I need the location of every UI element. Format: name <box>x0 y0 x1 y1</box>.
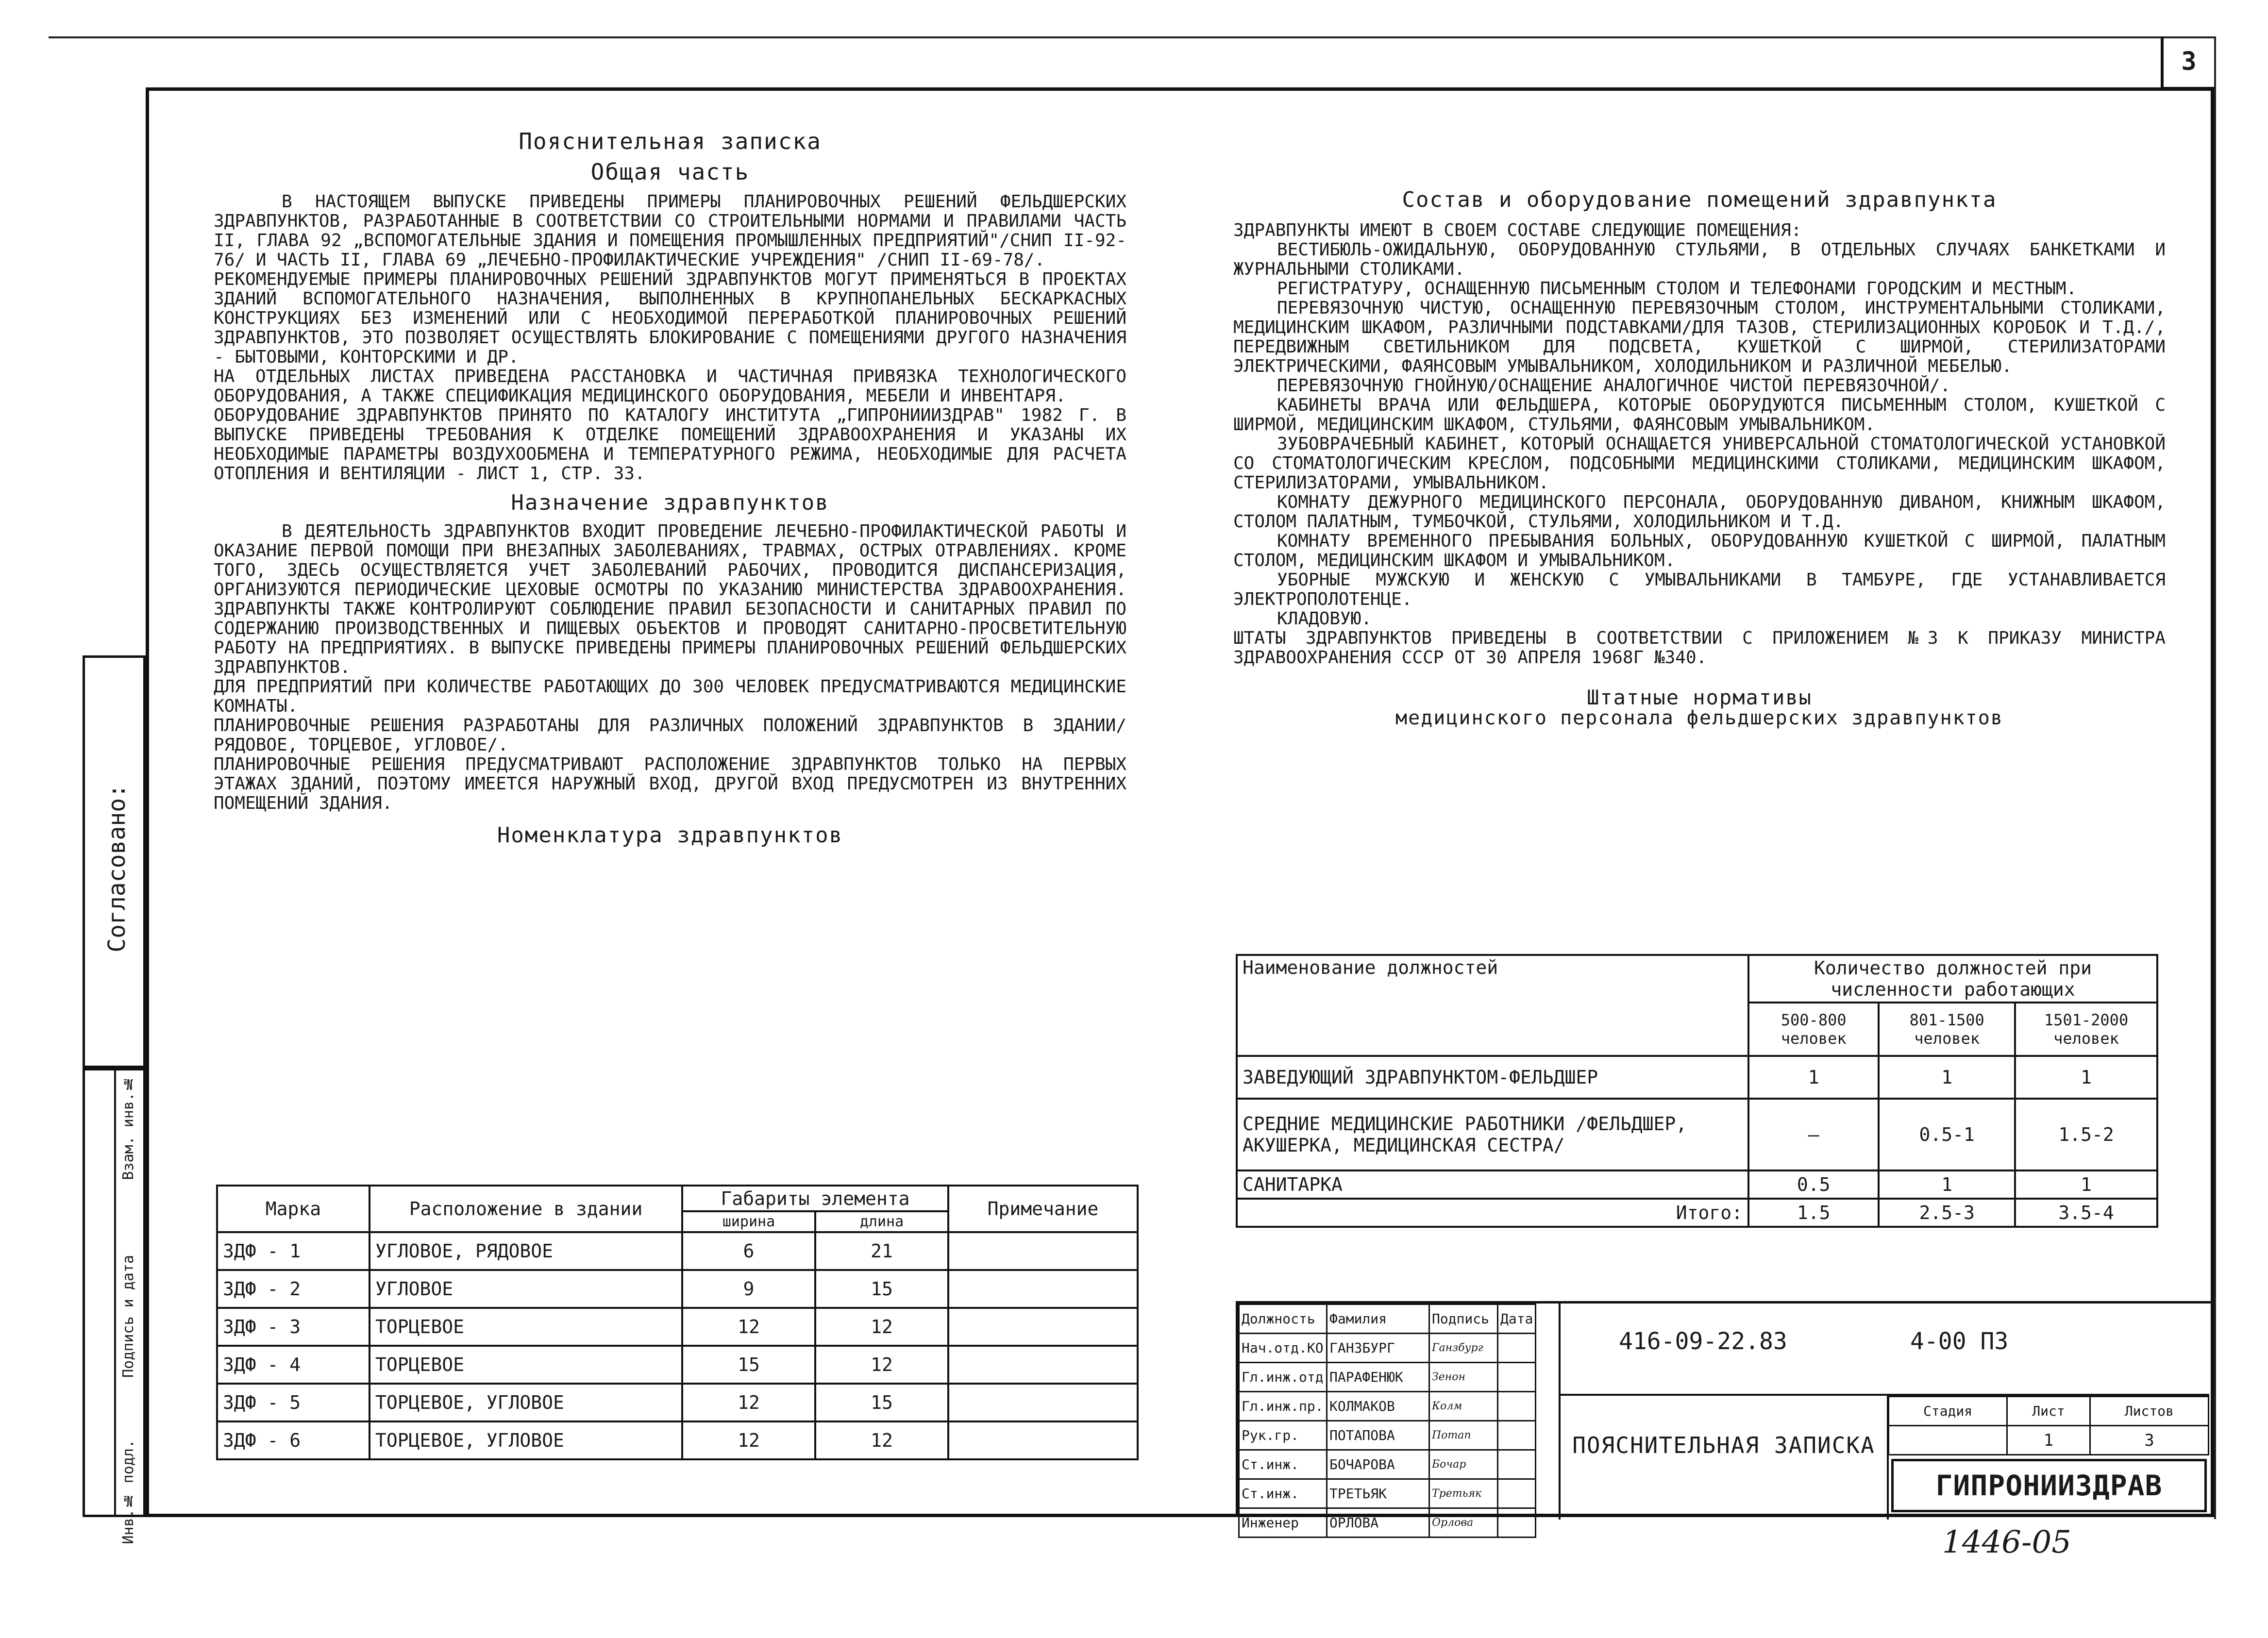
stamp-document-title: ПОЯСНИТЕЛЬНАЯ ЗАПИСКА <box>1572 1432 1875 1458</box>
cell-c3: 1 <box>2015 1170 2157 1199</box>
table-row <box>217 1346 1138 1384</box>
cell-mark: ЗДФ - 1 <box>217 1232 370 1270</box>
table-row <box>1239 1334 1536 1363</box>
header-location: Расположение в здании <box>370 1186 682 1232</box>
header-length: длина <box>815 1211 948 1232</box>
stamp-header-role: Должность <box>1239 1304 1327 1334</box>
cell-note <box>948 1346 1138 1384</box>
stamp-title-box <box>1559 1396 1889 1520</box>
document-title: Пояснительная записка <box>519 128 822 154</box>
cell-length: 12 <box>815 1346 948 1384</box>
stamp-header-name: Фамилия <box>1327 1304 1429 1334</box>
sheets-value: 3 <box>2090 1426 2208 1455</box>
stamp-date <box>1498 1421 1536 1450</box>
sign-date-label: Подпись и дата <box>120 1255 137 1378</box>
paragraph-equipment: НА ОТДЕЛЬНЫХ ЛИСТАХ ПРИВЕДЕНА РАССТАНОВКА И ЧАСТИЧНАЯ ПРИВЯЗКА ТЕХНОЛОГИЧЕСКОГО ОБОРУДОВАНИЯ, А ТАКЖЕ СПЕЦИФИКАЦИЯ МЕДИЦИНСКОГО ОБОРУДОВАНИЯ, МЕБЕЛИ И ИНВЕНТАРЯ. <box>214 367 1126 406</box>
room-item: ВЕСТИБЮЛЬ-ОЖИДАЛЬНУЮ, ОБОРУДОВАННУЮ СТУЛЬЯМИ, В ОТДЕЛЬНЫХ СЛУЧАЯХ БАНКЕТКАМИ И ЖУРНАЛЬНЫМИ СТОЛИКАМИ. <box>1233 240 2166 279</box>
stamp-name: ПАРАФЕНЮК <box>1327 1363 1429 1392</box>
cell-note <box>948 1270 1138 1308</box>
stamp-signature: Ганзбург <box>1429 1334 1498 1363</box>
cell-location: УГЛОВОЕ, РЯДОВОЕ <box>370 1232 682 1270</box>
paragraph-floors: ПЛАНИРОВОЧНЫЕ РЕШЕНИЯ ПРЕДУСМАТРИВАЮТ РАСПОЛОЖЕНИЕ ЗДРАВПУНКТОВ ТОЛЬКО НА ПЕРВЫХ ЭТАЖАХ ЗДАНИЙ, ПОЭТОМУ ИМЕЕТСЯ НАРУЖНЫЙ ВХОД, ДРУГОЙ ВХОД ПРЕДУСМОТРЕН ИЗ ВНУТРЕННИХ ПОМЕЩЕНИЙ ЗДАНИЯ. <box>214 754 1126 813</box>
signature-table <box>1238 1304 1536 1538</box>
header-dimensions: Габариты элемента <box>682 1186 948 1211</box>
room-item: УБОРНЫЕ МУЖСКУЮ И ЖЕНСКУЮ С УМЫВАЛЬНИКАМИ В ТАМБУРЕ, ГДЕ УСТАНАВЛИВАЕТСЯ ЭЛЕКТРОПОЛОТЕНЦЕ. <box>1233 570 2166 609</box>
stamp-signature: Орлова <box>1429 1508 1498 1538</box>
cell-location: УГЛОВОЕ <box>370 1270 682 1308</box>
cell-total-c2: 2.5-3 <box>1879 1199 2015 1227</box>
stamp-signature: Третьяк <box>1429 1479 1498 1508</box>
cell-mark: ЗДФ - 5 <box>217 1384 370 1421</box>
room-item: ЗУБОВРАЧЕБНЫЙ КАБИНЕТ, КОТОРЫЙ ОСНАЩАЕТСЯ УНИВЕРСАЛЬНОЙ СТОМАТОЛОГИЧЕСКОЙ УСТАНОВКОЙ СО СТОМАТОЛОГИЧЕСКИМ КРЕСЛОМ, ПОДСОБНЫМИ МЕДИЦИНСКИМИ СТОЛИКАМИ, МЕДИЦИНСКИМ ШКАФОМ, СТЕРИЛИЗАТОРАМИ, УМЫВАЛЬНИКОМ. <box>1233 434 2166 493</box>
header-width: ширина <box>682 1211 815 1232</box>
table-row <box>1239 1363 1536 1392</box>
stamp-date <box>1498 1508 1536 1538</box>
agreed-label: Согласовано: <box>103 784 131 953</box>
title-block <box>1236 1301 2211 1531</box>
staff-note: ШТАТЫ ЗДРАВПУНКТОВ ПРИВЕДЕНЫ В СООТВЕТСТВИИ С ПРИЛОЖЕНИЕМ №3 К ПРИКАЗУ МИНИСТРА ЗДРАВООХРАНЕНИЯ СССР ОТ 30 АПРЕЛЯ 1968Г №340. <box>1233 628 2166 668</box>
sheet-header: Лист <box>2007 1397 2090 1426</box>
sheet-code: 4-00 ПЗ <box>1910 1328 2009 1355</box>
cell-c2: 1 <box>1879 1170 2015 1199</box>
header-801-1500: 801-1500 человек <box>1879 1003 2015 1056</box>
header-count: Количество должностей при численности работающих <box>1748 955 2157 1003</box>
rooms-intro: ЗДРАВПУНКТЫ ИМЕЮТ В СВОЕМ СОСТАВЕ СЛЕДУЮЩИЕ ПОМЕЩЕНИЯ: <box>1233 220 1802 240</box>
agreed-box <box>83 655 146 1068</box>
cell-width: 12 <box>682 1421 815 1459</box>
cell-c2: 1 <box>1879 1056 2015 1099</box>
cell-length: 15 <box>815 1270 948 1308</box>
rooms-title: Состав и оборудование помещений здравпункта <box>1402 187 1997 212</box>
table-row <box>1239 1392 1536 1421</box>
room-item: КОМНАТУ ДЕЖУРНОГО МЕДИЦИНСКОГО ПЕРСОНАЛА, ОБОРУДОВАННУЮ ДИВАНОМ, КНИЖНЫМ ШКАФОМ, СТОЛОМ ПАЛАТНЫМ, ТУМБОЧКОЙ, СТУЛЬЯМИ, ХОЛОДИЛЬНИКОМ И Т.Д. <box>1233 492 2166 532</box>
cell-total-c3: 3.5-4 <box>2015 1199 2157 1227</box>
cell-mark: ЗДФ - 6 <box>217 1421 370 1459</box>
stamp-role: Гл.инж.отд <box>1239 1363 1327 1392</box>
table-row <box>217 1421 1138 1459</box>
stamp-header-date: Дата <box>1498 1304 1536 1334</box>
cell-width: 12 <box>682 1308 815 1346</box>
cell-c1: — <box>1748 1099 1879 1170</box>
cell-location: ТОРЦЕВОЕ, УГЛОВОЕ <box>370 1384 682 1421</box>
paragraph-medical-rooms: ДЛЯ ПРЕДПРИЯТИЙ ПРИ КОЛИЧЕСТВЕ РАБОТАЮЩИХ ДО 300 ЧЕЛОВЕК ПРЕДУСМАТРИВАЮТСЯ МЕДИЦИНСКИЕ КОМНАТЫ. <box>214 677 1126 716</box>
cell-note <box>948 1308 1138 1346</box>
room-item: КАБИНЕТЫ ВРАЧА ИЛИ ФЕЛЬДШЕРА, КОТОРЫЕ ОБОРУДУЮТСЯ ПИСЬМЕННЫМ СТОЛОМ, КУШЕТКОЙ С ШИРМОЙ, МЕДИЦИНСКИМ ШКАФОМ, СТУЛЬЯМИ, ФАЯНСОВЫМ УМЫВАЛЬНИКОМ. <box>1233 395 2166 435</box>
stamp-name: ТРЕТЬЯК <box>1327 1479 1429 1508</box>
room-item: ПЕРЕВЯЗОЧНУЮ ЧИСТУЮ, ОСНАЩЕННУЮ ПЕРЕВЯЗОЧНЫМ СТОЛОМ, ИНСТРУМЕНТАЛЬНЫМИ СТОЛИКАМИ, МЕДИЦИНСКИМ ШКАФОМ, РАЗЛИЧНЫМИ ПОДСТАВКАМИ/ДЛЯ ТАЗОВ, СТЕРИЛИЗАЦИОННЫХ КОРОБОК И Т.Д./, ПЕРЕДВИЖНЫМ СВЕТИЛЬНИКОМ ДЛЯ ПОДСВЕТА, КУШЕТКОЙ С ШИРМОЙ, СТЕРИЛИЗАТОРАМИ ЭЛЕКТРИЧЕСКИМИ, ФАЯНСОВЫМ УМЫВАЛЬНИКОМ, ХОЛОДИЛЬНИКОМ И РАЗЛИЧНОЙ МЕБЕЛЬЮ. <box>1233 298 2166 376</box>
table-row <box>1239 1421 1536 1450</box>
stamp-signature: Зенон <box>1429 1363 1498 1392</box>
sheet-number: 3 <box>2161 36 2214 90</box>
sheet-value: 1 <box>2007 1426 2090 1455</box>
cell-c2: 0.5-1 <box>1879 1099 2015 1170</box>
staff-table <box>1236 954 2158 1228</box>
stage-value <box>1889 1426 2007 1455</box>
cell-length: 15 <box>815 1384 948 1421</box>
stamp-date <box>1498 1450 1536 1479</box>
stamp-header-sign: Подпись <box>1429 1304 1498 1334</box>
stamp-role: Инженер <box>1239 1508 1327 1538</box>
stamp-name: ПОТАПОВА <box>1327 1421 1429 1450</box>
stamp-signature: Бочар <box>1429 1450 1498 1479</box>
cell-position: ЗАВЕДУЮЩИЙ ЗДРАВПУНКТОМ-ФЕЛЬДШЕР <box>1237 1056 1748 1099</box>
stamp-date <box>1498 1363 1536 1392</box>
table-row <box>1237 1099 2157 1170</box>
general-part-title: Общая часть <box>590 159 750 185</box>
stage-table <box>1888 1396 2209 1455</box>
stamp-date <box>1498 1479 1536 1508</box>
table-row <box>217 1232 1138 1270</box>
document-code: 416-09-22.83 <box>1619 1328 1787 1355</box>
purpose-title: Назначение здравпунктов <box>511 490 829 515</box>
cell-c3: 1.5-2 <box>2015 1099 2157 1170</box>
table-row <box>1239 1508 1536 1538</box>
staff-table-title: Штатные нормативы <box>1587 685 1812 709</box>
stamp-role: Гл.инж.пр. <box>1239 1392 1327 1421</box>
cell-width: 15 <box>682 1346 815 1384</box>
room-item: КОМНАТУ ВРЕМЕННОГО ПРЕБЫВАНИЯ БОЛЬНЫХ, ОБОРУДОВАННУЮ КУШЕТКОЙ С ШИРМОЙ, ПАЛАТНЫМ СТОЛОМ, МЕДИЦИНСКИМ ШКАФОМ И УМЫВАЛЬНИКОМ. <box>1233 531 2166 570</box>
archive-box <box>83 1068 146 1544</box>
stage-header: Стадия <box>1889 1397 2007 1426</box>
table-row <box>1237 1170 2157 1199</box>
replace-inv-label: Взам. инв.№ <box>120 1075 137 1180</box>
inv-no-label: Инв.№ подл. <box>120 1439 137 1544</box>
stamp-date <box>1498 1392 1536 1421</box>
nomenclature-table <box>216 1185 1139 1460</box>
cell-width: 9 <box>682 1270 815 1308</box>
room-item: КЛАДОВУЮ. <box>1277 609 1372 629</box>
table-row <box>217 1384 1138 1421</box>
cell-length: 21 <box>815 1232 948 1270</box>
cell-location: ТОРЦЕВОЕ <box>370 1308 682 1346</box>
paragraph-positions: ПЛАНИРОВОЧНЫЕ РЕШЕНИЯ РАЗРАБОТАНЫ ДЛЯ РАЗЛИЧНЫХ ПОЛОЖЕНИЙ ЗДРАВПУНКТОВ В ЗДАНИИ/РЯДОВОЕ, ТОРЦЕВОЕ, УГЛОВОЕ/. <box>214 716 1126 755</box>
paragraph-intro: В НАСТОЯЩЕМ ВЫПУСКЕ ПРИВЕДЕНЫ ПРИМЕРЫ ПЛАНИРОВОЧНЫХ РЕШЕНИЙ ФЕЛЬДШЕРСКИХ ЗДРАВПУНКТОВ, РАЗРАБОТАННЫЕ В СООТВЕТСТВИИ СО СТРОИТЕЛЬНЫМИ НОРМАМИ И ПРАВИЛАМИ ЧАСТЬ II, ГЛАВА 92 „ВСПОМОГАТЕЛЬНЫЕ ЗДАНИЯ И ПОМЕЩЕНИЯ ПРОМЫШЛЕННЫХ ПРЕДПРИЯТИЙ"/СНИП II-92-76/ И ЧАСТЬ II, ГЛАВА 69 „ЛЕЧЕБНО-ПРОФИЛАКТИЧЕСКИЕ УЧРЕЖДЕНИЯ" /СНИП II-69-78/. <box>214 192 1126 270</box>
cell-mark: ЗДФ - 3 <box>217 1308 370 1346</box>
stamp-signature: Потап <box>1429 1421 1498 1450</box>
table-row <box>1239 1479 1536 1508</box>
cell-mark: ЗДФ - 4 <box>217 1346 370 1384</box>
room-item: РЕГИСТРАТУРУ, ОСНАЩЕННУЮ ПИСЬМЕННЫМ СТОЛОМ И ТЕЛЕФОНАМИ ГОРОДСКИМ И МЕСТНЫМ. <box>1277 279 2077 299</box>
stamp-name: БОЧАРОВА <box>1327 1450 1429 1479</box>
cell-length: 12 <box>815 1421 948 1459</box>
cell-c1: 1 <box>1748 1056 1879 1099</box>
side-strip <box>83 655 146 1544</box>
header-500-800: 500-800 человек <box>1748 1003 1879 1056</box>
header-mark: Марка <box>217 1186 370 1232</box>
header-1501-2000: 1501-2000 человек <box>2015 1003 2157 1056</box>
cell-mark: ЗДФ - 2 <box>217 1270 370 1308</box>
cell-location: ТОРЦЕВОЕ <box>370 1346 682 1384</box>
sheets-header: Листов <box>2090 1397 2208 1426</box>
stamp-role: Нач.отд.КО <box>1239 1334 1327 1363</box>
stamp-name: КОЛМАКОВ <box>1327 1392 1429 1421</box>
cell-width: 6 <box>682 1232 815 1270</box>
paragraph-usage: РЕКОМЕНДУЕМЫЕ ПРИМЕРЫ ПЛАНИРОВОЧНЫХ РЕШЕНИЙ ЗДРАВПУНКТОВ МОГУТ ПРИМЕНЯТЬСЯ В ПРОЕКТАХ ЗДАНИЙ ВСПОМОГАТЕЛЬНОГО НАЗНАЧЕНИЯ, ВЫПОЛНЕННЫХ В КРУПНОПАНЕЛЬНЫХ БЕСКАРКАСНЫХ КОНСТРУКЦИЯХ БЕЗ ИЗМЕНЕНИЙ ИЛИ С НЕОБХОДИМОЙ ПЕРЕРАБОТКОЙ ПЛАНИРОВОЧНЫХ РЕШЕНИЙ ЗДРАВПУНКТОВ, ЭТО ПОЗВОЛЯЕТ ОСУЩЕСТВЛЯТЬ БЛОКИРОВАНИЕ С ПОМЕЩЕНИЯМИ ДРУГОГО НАЗНАЧЕНИЯ - БЫТОВЫМИ, КОНТОРСКИМИ И ДР. <box>214 269 1126 367</box>
nomenclature-title: Номенклатура здравпунктов <box>497 823 843 848</box>
stamp-role: Ст.инж. <box>1239 1479 1327 1508</box>
staff-table-subtitle: медицинского персонала фельдшерских здравпунктов <box>1395 707 2003 729</box>
cell-total-c1: 1.5 <box>1748 1199 1879 1227</box>
cell-total-label: Итого: <box>1237 1199 1748 1227</box>
room-item: ПЕРЕВЯЗОЧНУЮ ГНОЙНУЮ/ОСНАЩЕНИЕ АНАЛОГИЧНОЕ ЧИСТОЙ ПЕРЕВЯЗОЧНОЙ/. <box>1277 376 1951 396</box>
table-row <box>217 1270 1138 1308</box>
table-row <box>1237 1056 2157 1099</box>
table-row <box>1239 1450 1536 1479</box>
stamp-role: Рук.гр. <box>1239 1421 1327 1450</box>
paragraph-purpose: В ДЕЯТЕЛЬНОСТЬ ЗДРАВПУНКТОВ ВХОДИТ ПРОВЕДЕНИЕ ЛЕЧЕБНО-ПРОФИЛАКТИЧЕСКОЙ РАБОТЫ И ОКАЗАНИЕ ПЕРВОЙ ПОМОЩИ ПРИ ВНЕЗАПНЫХ ЗАБОЛЕВАНИЯХ, ТРАВМАХ, ОСТРЫХ ОТРАВЛЕНИЯХ. КРОМЕ ТОГО, ЗДЕСЬ ОСУЩЕСТВЛЯЕТСЯ УЧЕТ ЗАБОЛЕВАНИЙ РАБОЧИХ, ПРОВОДИТСЯ ДИСПАНСЕРИЗАЦИЯ, ОРГАНИЗУЮТСЯ ПЕРИОДИЧЕСКИЕ ЦЕХОВЫЕ ОСМОТРЫ ПО УКАЗАНИЮ МИНИСТЕРСТВА ЗДРАВООХРАНЕНИЯ. ЗДРАВПУНКТЫ ТАКЖЕ КОНТРОЛИРУЮТ СОБЛЮДЕНИЕ ПРАВИЛ БЕЗОПАСНОСТИ И САНИТАРНЫХ ПРАВИЛ ПО СОДЕРЖАНИЮ ПРОИЗВОДСТВЕННЫХ И ПИЩЕВЫХ ОБЪЕКТОВ И ПРОВОДЯТ САНИТАРНО-ПРОСВЕТИТЕЛЬНУЮ РАБОТУ НА ПРЕДПРИЯТИЯХ. В ВЫПУСКЕ ПРИВЕДЕНЫ ПРИМЕРЫ ПЛАНИРОВОЧНЫХ РЕШЕНИЙ ФЕЛЬДШЕРСКИХ ЗДРАВПУНКТОВ. <box>214 521 1126 677</box>
cell-width: 12 <box>682 1384 815 1421</box>
paragraph-catalog: ОБОРУДОВАНИЕ ЗДРАВПУНКТОВ ПРИНЯТО ПО КАТАЛОГУ ИНСТИТУТА „ГИПРОНИИИЗДРАВ" 1982 Г. В ВЫПУСКЕ ПРИВЕДЕНЫ ТРЕБОВАНИЯ К ОТДЕЛКЕ ПОМЕЩЕНИЙ ЗДРАВООХРАНЕНИЯ И УКАЗАНЫ ИХ НЕОБХОДИМЫЕ ПАРАМЕТРЫ ВОЗДУХООБМЕНА И ТЕМПЕРАТУРНОГО РЕЖИМА, НЕОБХОДИМЫЕ ДЛЯ РАСЧЕТА ОТОПЛЕНИЯ И ВЕНТИЛЯЦИИ - ЛИСТ 1, СТР. 33. <box>214 405 1126 484</box>
cell-position: СРЕДНИЕ МЕДИЦИНСКИЕ РАБОТНИКИ /ФЕЛЬДШЕР, АКУШЕРКА, МЕДИЦИНСКАЯ СЕСТРА/ <box>1237 1099 1748 1170</box>
header-note: Примечание <box>948 1186 1138 1232</box>
right-column <box>1233 189 2166 729</box>
header-position: Наименование должностей <box>1237 955 1748 1056</box>
cell-length: 12 <box>815 1308 948 1346</box>
stamp-code-box <box>1559 1304 2209 1396</box>
cell-note <box>948 1384 1138 1421</box>
left-column <box>214 128 1126 854</box>
archive-number: 1446-05 <box>1942 1524 2071 1560</box>
cell-note <box>948 1232 1138 1270</box>
stamp-date <box>1498 1334 1536 1363</box>
cell-c3: 1 <box>2015 1056 2157 1099</box>
cell-note <box>948 1421 1138 1459</box>
table-row <box>217 1308 1138 1346</box>
table-row-total <box>1237 1199 2157 1227</box>
stamp-name: ОРЛОВА <box>1327 1508 1429 1538</box>
cell-c1: 0.5 <box>1748 1170 1879 1199</box>
organization-name: ГИПРОНИИЗДРАВ <box>1891 1459 2207 1512</box>
stamp-name: ГАНЗБУРГ <box>1327 1334 1429 1363</box>
stamp-signature: Колм <box>1429 1392 1498 1421</box>
stamp-role: Ст.инж. <box>1239 1450 1327 1479</box>
cell-location: ТОРЦЕВОЕ, УГЛОВОЕ <box>370 1421 682 1459</box>
cell-position: САНИТАРКА <box>1237 1170 1748 1199</box>
